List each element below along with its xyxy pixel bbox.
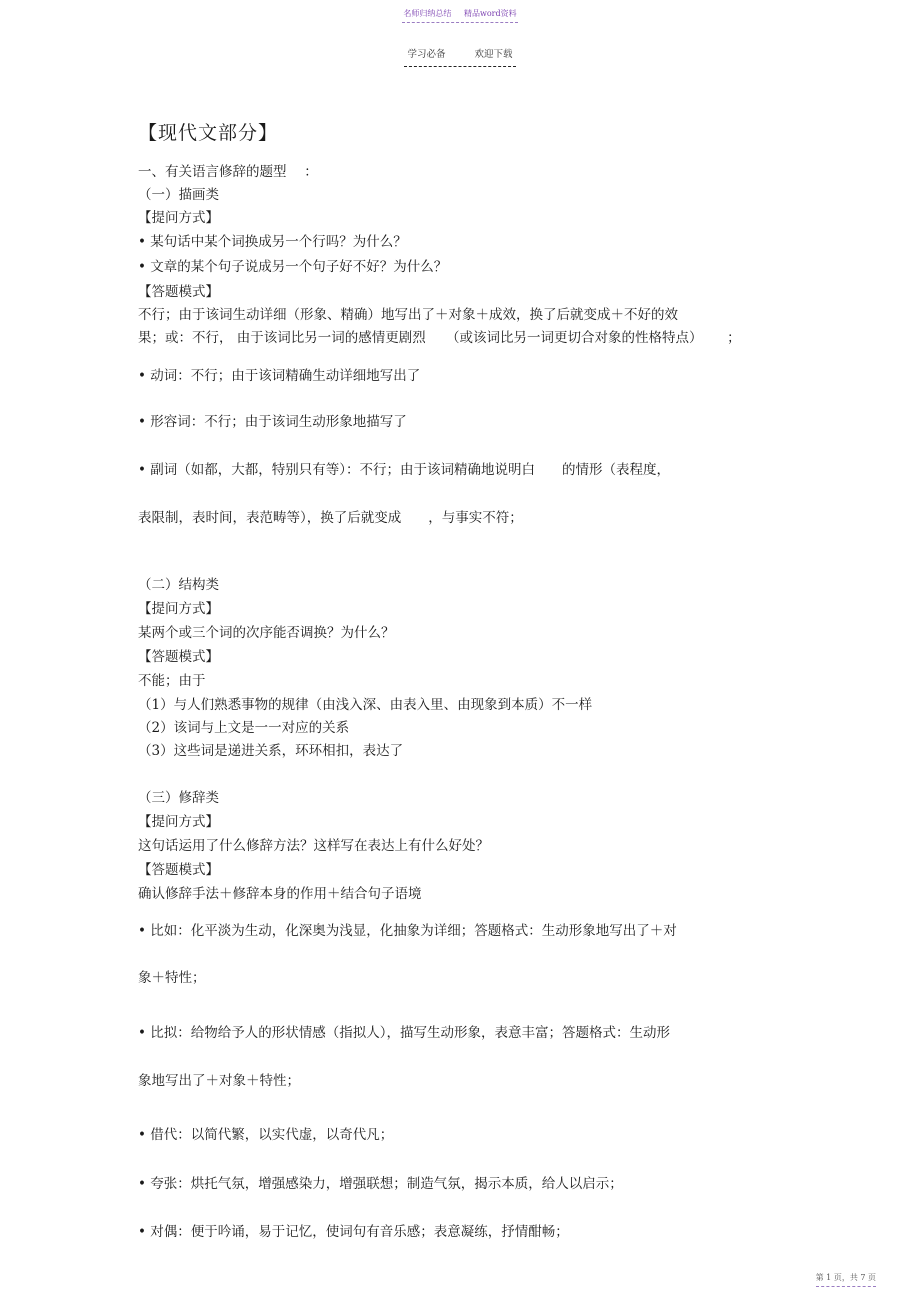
header-left-text: 学习必备 — [407, 49, 446, 60]
page-header — [0, 46, 920, 67]
page-number: 第 1 页，共 7 页 — [815, 1273, 876, 1282]
text-line: • 借代：以简代繁，以实代虚，以奇代凡； — [138, 1127, 394, 1143]
text-line: 【答题模式】 — [138, 862, 219, 878]
text-line: • 夸张：烘托气氛，增强感染力，增强联想；制造气氛，揭示本质，给人以启示； — [138, 1176, 623, 1192]
text-line: • 副词（如都，大都，特别只有等）：不行；由于该词精确地说明白 的情形（表程度， — [138, 462, 671, 478]
header-divider — [404, 66, 516, 67]
section-title: 【现代文部分】 — [138, 122, 279, 144]
text-line: 表限制，表时间，表范畴等），换了后就变成 ，与事实不符； — [138, 510, 523, 526]
text-line: 某两个或三个词的次序能否调换？为什么？ — [138, 625, 395, 641]
text-line: （1）与人们熟悉事物的规律（由浅入深、由表入里、由现象到本质）不一样 — [138, 697, 593, 713]
text-line: • 某句话中某个词换成另一个行吗？为什么？ — [138, 234, 407, 250]
text-line: 这句话运用了什么修辞方法？这样写在表达上有什么好处？ — [138, 838, 489, 854]
top-banner — [0, 8, 920, 23]
header-right-text: 欢迎下载 — [474, 49, 513, 60]
text-line: • 形容词：不行；由于该词生动形象地描写了 — [138, 414, 407, 430]
text-line: • 文章的某个句子说成另一个句子好不好？为什么？ — [138, 259, 448, 275]
banner-left-text: 名师归纳总结 — [403, 9, 452, 18]
banner-right-text: 精品word资料 — [463, 9, 517, 18]
text-line: 【答题模式】 — [138, 284, 219, 300]
text-line: • 动词：不行；由于该词精确生动详细地写出了 — [138, 368, 421, 384]
text-line: （2）该词与上文是一一对应的关系 — [138, 720, 350, 736]
page-footer — [816, 1272, 876, 1287]
text-line: 象地写出了＋对象＋特性； — [138, 1073, 300, 1089]
text-line: 不能；由于 — [138, 673, 206, 689]
text-line: 果；或：不行， 由于该词比另一词的感情更剧烈 （或该词比另一词更切合对象的性格特点） ； — [138, 330, 741, 346]
footer-divider — [816, 1286, 876, 1287]
text-line: 【提问方式】 — [138, 814, 219, 830]
text-line: 【提问方式】 — [138, 601, 219, 617]
text-line: （3）这些词是递进关系，环环相扣，表达了 — [138, 743, 404, 759]
text-line: 【提问方式】 — [138, 210, 219, 226]
text-line: • 比拟：给物给予人的形状情感（指拟人），描写生动形象，表意丰富；答题格式：生动形 — [138, 1025, 671, 1041]
text-line: （二）结构类 — [138, 577, 219, 593]
text-line: • 对偶：便于吟诵，易于记忆，使词句有音乐感；表意凝练，抒情酣畅； — [138, 1224, 569, 1240]
banner-divider — [402, 22, 518, 23]
text-line: • 比如：化平淡为生动，化深奥为浅显，化抽象为详细；答题格式：生动形象地写出了＋对 — [138, 923, 677, 939]
text-line: 【答题模式】 — [138, 649, 219, 665]
text-line: 一、有关语言修辞的题型 ： — [138, 164, 318, 180]
text-line: 象＋特性； — [138, 970, 206, 986]
text-line: （三）修辞类 — [138, 790, 219, 806]
text-line: 不行；由于该词生动详细（形象、精确）地写出了＋对象＋成效，换了后就变成＋不好的效 — [138, 307, 678, 323]
text-line: 确认修辞手法＋修辞本身的作用＋结合句子语境 — [138, 886, 422, 902]
text-line: （一）描画类 — [138, 187, 219, 203]
